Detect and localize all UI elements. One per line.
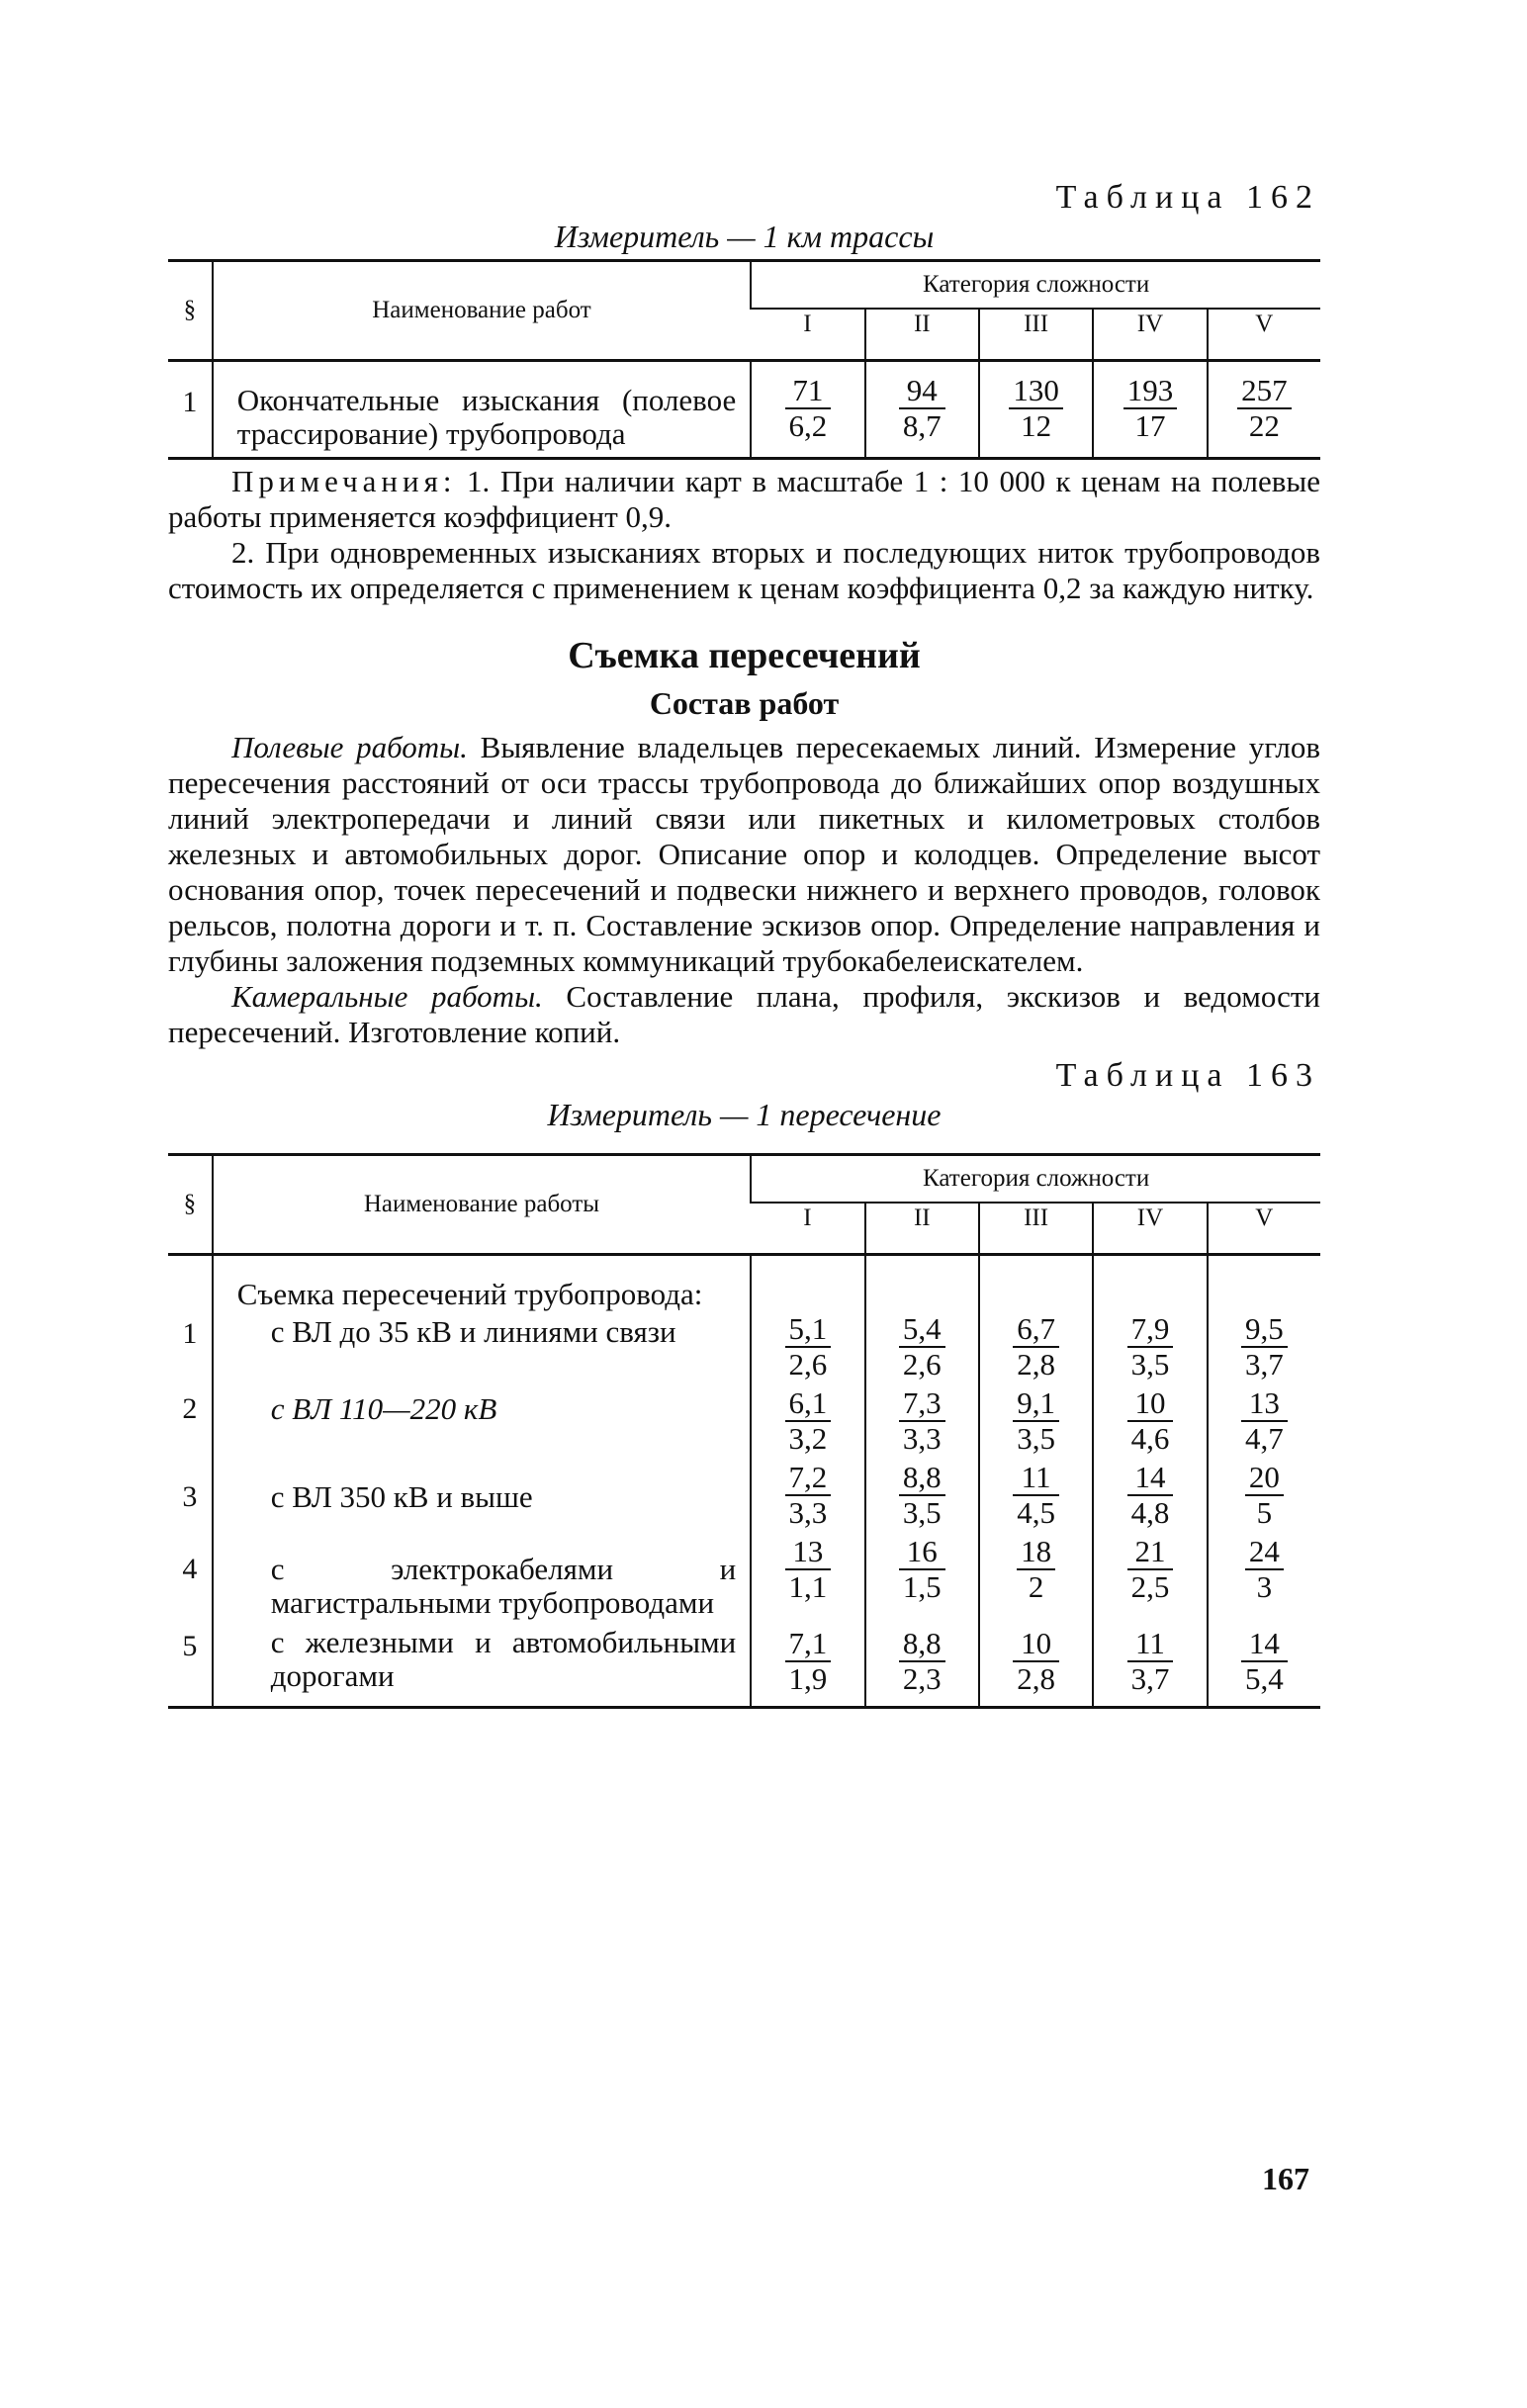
value-cell (865, 1457, 979, 1531)
header-col-1: I (751, 1203, 864, 1255)
value-cell (865, 1311, 979, 1382)
table-row (168, 1382, 1320, 1457)
value-top: 11 (1013, 1461, 1059, 1496)
value-cell (751, 1626, 864, 1708)
table-intro: Съемка пересечений трубопровода: (213, 1255, 752, 1312)
row-number: 4 (182, 1553, 198, 1585)
value-bottom: 3,5 (902, 1495, 942, 1530)
page-content (168, 178, 1320, 1709)
header-col-1: I (751, 309, 864, 361)
value-cell (751, 361, 864, 459)
value-bottom: 22 (1248, 408, 1280, 443)
note-2: 2. При одновременных изысканиях вторых и последующих ниток трубопроводов стоимость их определяется с применением к ценам коэффициента 0,2 за каждую нитку. (168, 535, 1320, 605)
value-cell (751, 1457, 864, 1531)
value-bottom: 2,5 (1130, 1569, 1170, 1604)
value-top: 24 (1245, 1535, 1284, 1570)
value-top: 193 (1123, 374, 1178, 409)
table-163-label: Таблица 163 (1055, 1057, 1320, 1094)
header-col-3: III (979, 309, 1093, 361)
row-name: с ВЛ 110—220 кВ (213, 1382, 752, 1457)
row-number: 1 (182, 1317, 198, 1350)
header-col-5: V (1208, 1203, 1320, 1255)
header-col-3: III (979, 1203, 1093, 1255)
notes-lead: Примечания: (231, 464, 457, 498)
section-subtitle: Состав работ (649, 685, 840, 721)
value-top: 10 (1013, 1627, 1059, 1662)
value-top: 14 (1241, 1627, 1288, 1662)
table-163 (168, 1153, 1320, 1709)
value-cell (1093, 1457, 1207, 1531)
table-row (168, 1311, 1320, 1382)
value-top: 257 (1237, 374, 1292, 409)
value-bottom: 4,5 (1017, 1495, 1055, 1530)
value-bottom: 3,3 (902, 1421, 942, 1456)
header-section: § (168, 261, 213, 361)
notes (168, 464, 1320, 606)
value-bottom: 2,8 (1017, 1347, 1055, 1382)
header-section: § (168, 1155, 213, 1255)
value-bottom: 2,8 (1017, 1661, 1055, 1696)
header-col-4: IV (1093, 1203, 1207, 1255)
value-bottom: 4,7 (1244, 1421, 1284, 1456)
header-col-5: V (1208, 309, 1320, 361)
value-bottom: 2 (1028, 1569, 1044, 1604)
table-162-label: Таблица 162 (1055, 179, 1320, 216)
value-top: 71 (785, 374, 832, 409)
value-cell (865, 1382, 979, 1457)
value-bottom: 1,9 (788, 1661, 828, 1696)
value-cell (1093, 1531, 1207, 1626)
value-cell (1093, 361, 1207, 459)
value-top: 6,1 (785, 1386, 832, 1422)
value-top: 10 (1127, 1386, 1174, 1422)
row-name: с железными и автомобильными дорогами (213, 1626, 752, 1708)
value-cell (1093, 1382, 1207, 1457)
value-bottom: 1,5 (902, 1569, 942, 1604)
value-top: 11 (1127, 1627, 1174, 1662)
section-title: Съемка пересечений (568, 635, 921, 676)
value-cell (1093, 1626, 1207, 1708)
value-cell (979, 1311, 1093, 1382)
value-cell (1208, 1531, 1320, 1626)
value-cell (865, 1626, 979, 1708)
value-cell (1093, 1311, 1207, 1382)
value-cell (979, 361, 1093, 459)
row-number: 5 (182, 1630, 198, 1662)
value-top: 9,5 (1241, 1312, 1288, 1348)
value-top: 13 (1241, 1386, 1288, 1422)
value-cell (751, 1311, 864, 1382)
value-cell (1208, 1626, 1320, 1708)
value-top: 8,8 (899, 1461, 945, 1496)
value-bottom: 3 (1256, 1569, 1273, 1604)
value-cell (979, 1457, 1093, 1531)
value-cell (865, 1531, 979, 1626)
value-bottom: 5,4 (1244, 1661, 1284, 1696)
table-row (168, 361, 1320, 459)
value-top: 16 (899, 1535, 945, 1570)
header-category: Категория сложности (751, 261, 1320, 310)
value-bottom: 3,3 (788, 1495, 828, 1530)
header-col-4: IV (1093, 309, 1207, 361)
value-bottom: 1,1 (788, 1569, 828, 1604)
header-name: Наименование работы (213, 1155, 752, 1255)
value-top: 94 (899, 374, 945, 409)
table-row (168, 1626, 1320, 1708)
table-162 (168, 259, 1320, 460)
field-works-text: Выявление владельцев пересекаемых линий. Измерение углов пересечения расстояний от оси трассы трубопровода до ближайших опор воздушных линий электропередачи и линий связи или пикетных и километровых столбов железных и автомобильных дорог. Описание опор и колодцев. Определение высот основания опор, точек пересечений и подвески нижнего и верхнего проводов, головок рельсов, полотна дороги и т. п. Составление эскизов опор. Определение направления и глубины заложения подземных коммуникаций трубокабелеискателем. (168, 730, 1320, 978)
table-row (168, 1531, 1320, 1626)
row-name: с ВЛ до 35 кВ и линиями связи (213, 1311, 752, 1382)
value-bottom: 8,7 (902, 408, 942, 443)
header-name: Наименование работ (213, 261, 752, 361)
value-cell (1208, 1457, 1320, 1531)
value-top: 7,1 (785, 1627, 832, 1662)
value-bottom: 6,2 (788, 408, 828, 443)
value-cell (979, 1382, 1093, 1457)
value-top: 7,3 (899, 1386, 945, 1422)
value-top: 14 (1127, 1461, 1174, 1496)
row-number: 2 (182, 1392, 198, 1425)
row-name: с ВЛ 350 кВ и выше (213, 1457, 752, 1531)
value-top: 5,1 (785, 1312, 832, 1348)
value-bottom: 3,2 (788, 1421, 828, 1456)
value-cell (1208, 1382, 1320, 1457)
value-bottom: 4,8 (1130, 1495, 1170, 1530)
value-top: 5,4 (899, 1312, 945, 1348)
header-col-2: II (865, 309, 979, 361)
value-bottom: 5 (1256, 1495, 1273, 1530)
header-col-2: II (865, 1203, 979, 1255)
table-row (168, 1457, 1320, 1531)
row-number: 3 (182, 1480, 198, 1513)
value-cell (979, 1531, 1093, 1626)
field-works-label: Полевые работы. (231, 730, 468, 764)
value-top: 6,7 (1013, 1312, 1059, 1348)
value-bottom: 3,5 (1130, 1347, 1170, 1382)
field-works-paragraph (168, 730, 1320, 979)
row-name: Окончательные изыскания (полевое трассирование) трубопровода (213, 361, 752, 459)
value-cell (751, 1531, 864, 1626)
value-top: 13 (785, 1535, 832, 1570)
value-bottom: 2,3 (902, 1661, 942, 1696)
value-top: 18 (1017, 1535, 1055, 1570)
value-cell (865, 361, 979, 459)
value-top: 8,8 (899, 1627, 945, 1662)
value-top: 21 (1127, 1535, 1174, 1570)
value-bottom: 3,7 (1244, 1347, 1284, 1382)
value-cell (751, 1382, 864, 1457)
note-1: 1. При наличии карт в масштабе 1 : 10 000 к ценам на полевые работы применяется коэффициент 0,9. (168, 464, 1320, 534)
value-cell (979, 1626, 1093, 1708)
value-bottom: 17 (1134, 408, 1166, 443)
row-number: 1 (182, 386, 198, 418)
header-category: Категория сложности (751, 1155, 1320, 1204)
value-cell (1208, 361, 1320, 459)
value-cell (1208, 1311, 1320, 1382)
table-intro-row (168, 1255, 1320, 1312)
table-163-measure: Измеритель — 1 пересечение (547, 1097, 942, 1132)
value-top: 9,1 (1013, 1386, 1059, 1422)
value-bottom: 3,5 (1017, 1421, 1055, 1456)
value-top: 20 (1245, 1461, 1284, 1496)
value-bottom: 4,6 (1130, 1421, 1170, 1456)
page-number: 167 (1262, 2161, 1309, 2196)
office-works-paragraph (168, 979, 1320, 1050)
value-bottom: 12 (1021, 408, 1052, 443)
row-name: с электрокабелями и магистральными трубопроводами (213, 1531, 752, 1626)
office-works-label: Камеральные работы. (231, 979, 543, 1014)
table-162-measure: Измеритель — 1 км трассы (554, 219, 935, 254)
value-bottom: 3,7 (1130, 1661, 1170, 1696)
value-bottom: 2,6 (902, 1347, 942, 1382)
value-bottom: 2,6 (788, 1347, 828, 1382)
value-top: 130 (1009, 374, 1063, 409)
value-top: 7,9 (1127, 1312, 1174, 1348)
office-works-text: Составление плана, профиля, экскизов и ведомости пересечений. Изготовление копий. (168, 979, 1320, 1049)
value-top: 7,2 (785, 1461, 832, 1496)
